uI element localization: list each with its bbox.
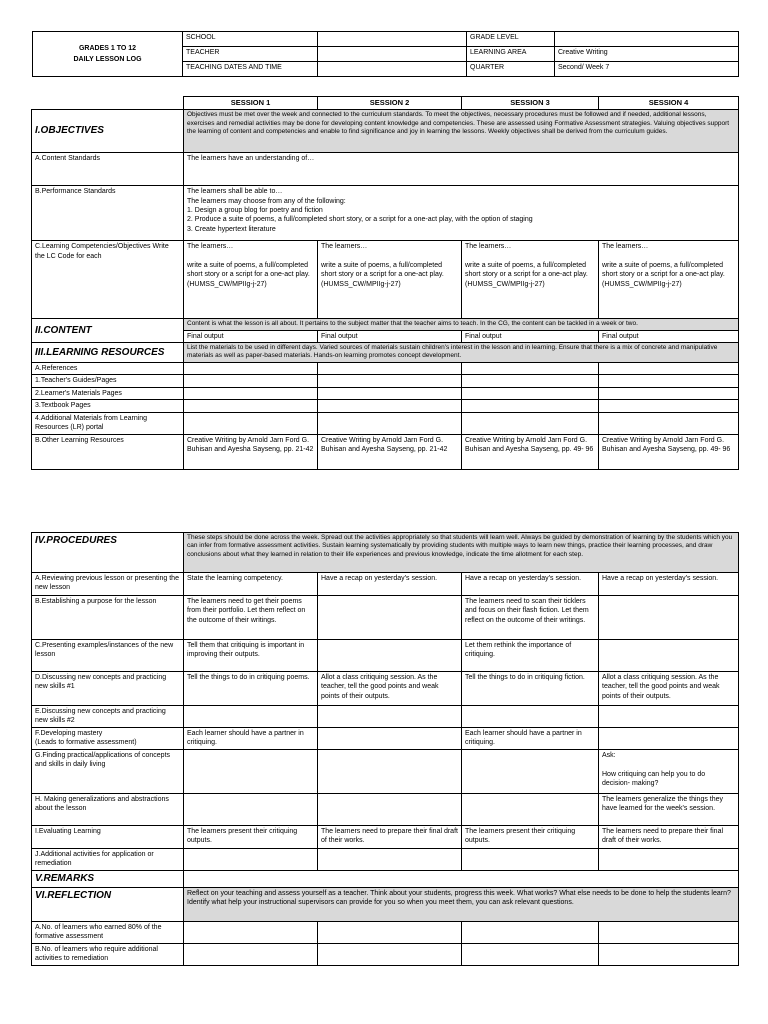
reflection-a-cell[interactable] xyxy=(599,921,739,943)
procedure-cell[interactable]: Have a recap on yesterday's session. xyxy=(318,573,462,596)
performance-standards-value[interactable] xyxy=(184,186,739,241)
content-value[interactable]: Final output xyxy=(318,330,462,342)
content-standards-value[interactable]: The learners have an understanding of… xyxy=(184,153,739,186)
grade-level-label: GRADE LEVEL xyxy=(467,32,555,47)
textbook-pages-cell[interactable] xyxy=(599,400,739,412)
procedure-label: E.Discussing new concepts and practicing new skills #2 xyxy=(32,706,184,728)
procedure-label: C.Presenting examples/instances of the new lesson xyxy=(32,640,184,672)
lr-portal-cell[interactable] xyxy=(599,412,739,434)
lesson-table-objectives xyxy=(31,96,739,470)
procedure-label: D.Discussing new concepts and practicing new skills #1 xyxy=(32,672,184,706)
other-resources-value[interactable]: Creative Writing by Arnold Jarn Ford G. Buhisan and Ayesha Sayseng, pp. 21-42 xyxy=(184,434,318,469)
lr-portal-cell[interactable] xyxy=(318,412,462,434)
procedure-cell[interactable]: Tell them that critiquing is important in improving their outputs. xyxy=(184,640,318,672)
procedure-cell[interactable] xyxy=(599,750,739,794)
references-cell[interactable] xyxy=(318,363,462,375)
procedure-cell[interactable] xyxy=(599,849,739,871)
performance-line: The learners shall be able to… xyxy=(187,188,283,196)
textbook-pages-cell[interactable] xyxy=(318,400,462,412)
teachers-guide-cell[interactable] xyxy=(599,375,739,387)
ask-label: Ask: xyxy=(602,752,616,759)
teachers-guide-cell[interactable] xyxy=(318,375,462,387)
competency-text: write a suite of poems, a full/completed short story or a script for a one-act play. xyxy=(465,262,588,279)
procedure-cell[interactable]: The learners need to prepare their final draft of their works. xyxy=(318,826,462,849)
ask-question: How critiquing can help you to do decision- making? xyxy=(602,770,706,788)
title-line2: DAILY LESSON LOG xyxy=(73,56,142,63)
header-table xyxy=(32,31,739,77)
procedure-cell[interactable]: Allot a class critiquing session. As the teacher, tell the good points and weak points of their outputs. xyxy=(318,672,462,706)
teaching-dates-field[interactable] xyxy=(318,62,467,77)
content-value[interactable]: Final output xyxy=(599,330,739,342)
quarter-field[interactable]: Second/ Week 7 xyxy=(555,62,739,77)
school-field[interactable] xyxy=(318,32,467,47)
procedure-label: I.Evaluating Learning xyxy=(32,826,184,849)
competency-text: write a suite of poems, a full/completed short story or a script for a one-act play. xyxy=(321,262,444,279)
learners-materials-cell[interactable] xyxy=(462,387,599,399)
objectives-note: Objectives must be met over the week and connected to the curriculum standards. To meet the objectives, necessary procedures must be followed and if needed, additional lessons, exercises and remedial activities may be done for developing content knowledge and competencies. These are assessed using Formative Assessment strategies. Valuing objectives support the learning of content and competencies and enable to find significance and joy in learning the lessons. Weekly objectives shall be derived from the curriculum guides. xyxy=(184,110,739,153)
competency-text: write a suite of poems, a full/completed short story or a script for a one-act play. xyxy=(187,262,310,279)
reflection-b-cell[interactable] xyxy=(318,943,462,965)
remarks-field[interactable] xyxy=(184,871,739,888)
procedure-cell[interactable]: Tell the things to do in critiquing fiction. xyxy=(462,672,599,706)
reflection-note: Reflect on your teaching and assess yourself as a teacher. Think about your students, progress this week. What works? What else needs to be done to help the students learn? Identify what help your instructional supervisors can provide for you so when you meet them, you can ask relevant questions. xyxy=(184,887,739,921)
procedure-label: B.Establishing a purpose for the lesson xyxy=(32,596,184,640)
objectives-heading: I.OBJECTIVES xyxy=(32,110,184,153)
procedure-cell[interactable] xyxy=(318,728,462,750)
competency-cell[interactable] xyxy=(184,241,318,319)
competency-intro: The learners… xyxy=(465,243,512,251)
procedure-cell[interactable] xyxy=(318,706,462,728)
procedure-label: F.Developing mastery (Leads to formative assessment) xyxy=(32,728,184,750)
learners-materials-label: 2.Learner's Materials Pages xyxy=(32,387,184,399)
procedure-cell[interactable] xyxy=(318,794,462,826)
procedure-cell[interactable] xyxy=(599,728,739,750)
references-cell[interactable] xyxy=(462,363,599,375)
competency-code: (HUMSS_CW/MPIIg-j-27) xyxy=(321,280,401,288)
procedure-cell[interactable] xyxy=(462,794,599,826)
procedure-cell[interactable] xyxy=(599,640,739,672)
performance-standards-label: B.Performance Standards xyxy=(32,186,184,241)
log-title xyxy=(33,32,183,77)
title-line1: GRADES 1 TO 12 xyxy=(78,44,137,52)
references-cell[interactable] xyxy=(184,363,318,375)
procedure-cell[interactable] xyxy=(318,640,462,672)
content-note: Content is what the lesson is all about. It pertains to the subject matter that the teacher aims to teach. In the CG, the content can be tackled in a week or two. xyxy=(184,319,739,330)
reflection-b-cell[interactable] xyxy=(462,943,599,965)
competency-cell[interactable] xyxy=(599,241,739,319)
competency-code: (HUMSS_CW/MPIIg-j-27) xyxy=(602,280,682,288)
other-resources-value[interactable]: Creative Writing by Arnold Jarn Ford G. Buhisan and Ayesha Sayseng, pp. 49- 96 xyxy=(599,434,739,469)
content-heading: II.CONTENT xyxy=(32,319,184,343)
textbook-pages-label: 3.Textbook Pages xyxy=(32,400,184,412)
competency-code: (HUMSS_CW/MPIIg-j-27) xyxy=(465,280,545,288)
competency-cell[interactable] xyxy=(462,241,599,319)
procedure-label: J.Additional activities for application or remediation xyxy=(32,849,184,871)
lr-portal-cell[interactable] xyxy=(462,412,599,434)
content-value[interactable]: Final output xyxy=(184,330,318,342)
procedure-cell[interactable] xyxy=(599,596,739,640)
session-3-header: SESSION 3 xyxy=(462,97,599,110)
procedure-cell[interactable]: Each learner should have a partner in critiquing. xyxy=(462,728,599,750)
procedures-heading: IV.PROCEDURES xyxy=(32,533,184,573)
procedure-cell[interactable]: Let them rethink the importance of critiquing. xyxy=(462,640,599,672)
procedure-label: H. Making generalizations and abstractions about the lesson xyxy=(32,794,184,826)
performance-line: 3. Create hypertext literature xyxy=(187,225,276,233)
lr-portal-label: 4.Additional Materials from Learning Resources (LR) portal xyxy=(32,412,184,434)
procedure-cell[interactable] xyxy=(462,849,599,871)
reflection-a-label: A.No. of learners who earned 80% of the formative assessment xyxy=(32,921,184,943)
competency-text: write a suite of poems, a full/completed short story or a script for a one-act play. xyxy=(602,262,725,279)
reflection-a-cell[interactable] xyxy=(462,921,599,943)
procedure-label: A.Reviewing previous lesson or presenting the new lesson xyxy=(32,573,184,596)
teachers-guide-cell[interactable] xyxy=(462,375,599,387)
content-standards-label: A.Content Standards xyxy=(32,153,184,186)
procedure-cell[interactable] xyxy=(318,750,462,794)
procedure-cell[interactable]: The learners generalize the things they have learned for the week's session. xyxy=(599,794,739,826)
session-4-header: SESSION 4 xyxy=(599,97,739,110)
procedure-cell[interactable] xyxy=(462,750,599,794)
learning-competencies-label: C.Learning Competencies/Objectives Write the LC Code for each xyxy=(32,241,184,319)
procedure-cell[interactable] xyxy=(318,596,462,640)
learners-materials-cell[interactable] xyxy=(184,387,318,399)
session-1-header: SESSION 1 xyxy=(184,97,318,110)
textbook-pages-cell[interactable] xyxy=(184,400,318,412)
competency-intro: The learners… xyxy=(602,243,649,251)
procedure-cell[interactable]: The learners need to get their poems from their portfolio. Let them reflect on the outcome of their writings. xyxy=(184,596,318,640)
procedure-cell[interactable]: Have a recap on yesterday's session. xyxy=(599,573,739,596)
textbook-pages-cell[interactable] xyxy=(462,400,599,412)
competency-code: (HUMSS_CW/MPIIg-j-27) xyxy=(187,280,267,288)
procedure-cell[interactable] xyxy=(462,706,599,728)
teachers-guide-label: 1.Teacher's Guides/Pages xyxy=(32,375,184,387)
procedure-cell[interactable]: The learners present their critiquing outputs. xyxy=(462,826,599,849)
learning-area-field[interactable]: Creative Writing xyxy=(555,47,739,62)
procedure-cell[interactable] xyxy=(184,849,318,871)
teaching-dates-label: TEACHING DATES AND TIME xyxy=(183,62,318,77)
procedure-cell[interactable] xyxy=(184,706,318,728)
grade-level-field[interactable] xyxy=(555,32,739,47)
content-value[interactable]: Final output xyxy=(462,330,599,342)
lesson-table-procedures xyxy=(31,532,739,966)
procedure-cell[interactable]: Tell the things to do in critiquing poems. xyxy=(184,672,318,706)
learners-materials-cell[interactable] xyxy=(318,387,462,399)
learners-materials-cell[interactable] xyxy=(599,387,739,399)
procedure-cell[interactable] xyxy=(184,750,318,794)
procedure-cell[interactable]: Have a recap on yesterday's session. xyxy=(462,573,599,596)
references-cell[interactable] xyxy=(599,363,739,375)
reflection-a-cell[interactable] xyxy=(184,921,318,943)
teacher-field[interactable] xyxy=(318,47,467,62)
remarks-heading: V.REMARKS xyxy=(32,871,184,888)
school-label: SCHOOL xyxy=(183,32,318,47)
references-label: A.References xyxy=(32,363,184,375)
session-2-header: SESSION 2 xyxy=(318,97,462,110)
procedure-cell[interactable]: The learners present their critiquing outputs. xyxy=(184,826,318,849)
performance-line: The learners may choose from any of the following: xyxy=(187,197,346,205)
performance-line: 1. Design a group blog for poetry and fiction xyxy=(187,207,323,214)
procedure-cell[interactable]: The learners need to scan their ticklers and focus on their flash fiction. Let them reflect on the outcome of their writings. xyxy=(462,596,599,640)
procedure-cell[interactable] xyxy=(184,794,318,826)
competency-intro: The learners… xyxy=(321,243,368,251)
reflection-b-cell[interactable] xyxy=(184,943,318,965)
procedure-label: G.Finding practical/applications of concepts and skills in daily living xyxy=(32,750,184,794)
lr-portal-cell[interactable] xyxy=(184,412,318,434)
learning-resources-heading: III.LEARNING RESOURCES xyxy=(32,343,184,363)
blank-corner xyxy=(32,97,184,110)
quarter-label: QUARTER xyxy=(467,62,555,77)
other-resources-value[interactable]: Creative Writing by Arnold Jarn Ford G. Buhisan and Ayesha Sayseng, pp. 21-42 xyxy=(318,434,462,469)
reflection-heading: VI.REFLECTION xyxy=(32,887,184,921)
procedure-cell[interactable]: The learners need to prepare their final draft of their works. xyxy=(599,826,739,849)
competency-cell[interactable] xyxy=(318,241,462,319)
reflection-b-label: B.No. of learners who require additional activities to remediation xyxy=(32,943,184,965)
other-resources-value[interactable]: Creative Writing by Arnold Jarn Ford G. Buhisan and Ayesha Sayseng, pp. 49- 96 xyxy=(462,434,599,469)
reflection-a-cell[interactable] xyxy=(318,921,462,943)
procedures-note: These steps should be done across the week. Spread out the activities appropriately so that students will learn well. Always be guided by demonstration of learning by the students which you can infer from formative assessment activities. Sustain learning systematically by providing students with multiple ways to learn new things, practice their learning processes, and draw conclusions about what they learned in relation to their life experiences and previous knowledge, indicate the time allotment for each step. xyxy=(184,533,739,573)
performance-line: 2. Produce a suite of poems, a full/completed short story, or a script for a one-act play, with the option of staging xyxy=(187,216,533,224)
teacher-label: TEACHER xyxy=(183,47,318,62)
procedure-cell[interactable]: Each learner should have a partner in critiquing. xyxy=(184,728,318,750)
competency-intro: The learners… xyxy=(187,243,234,251)
procedure-cell[interactable] xyxy=(599,706,739,728)
procedure-cell[interactable] xyxy=(318,849,462,871)
reflection-b-cell[interactable] xyxy=(599,943,739,965)
procedure-cell[interactable]: Allot a class critiquing session. As the teacher, tell the good points and weak points of their outputs. xyxy=(599,672,739,706)
other-resources-label: B.Other Learning Resources xyxy=(32,434,184,469)
teachers-guide-cell[interactable] xyxy=(184,375,318,387)
learning-area-label: LEARNING AREA xyxy=(467,47,555,62)
learning-resources-note: List the materials to be used in different days. Varied sources of materials sustain children's interest in the lesson and in learning. Ensure that there is a mix of concrete and manipulative materials as well as paper-based materials. Hands-on learning promotes concept development. xyxy=(184,343,739,363)
procedure-cell[interactable]: State the learning competency. xyxy=(184,573,318,596)
